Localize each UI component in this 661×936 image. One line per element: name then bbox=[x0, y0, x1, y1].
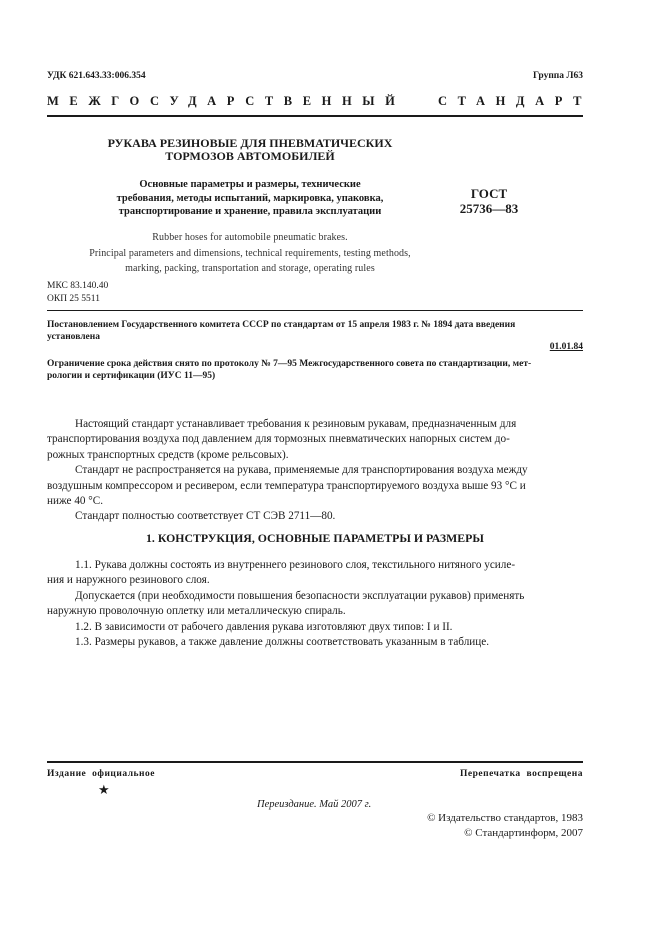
intro-line: воздушным компрессором и ресивером, если температура транспортируемого воздуха выше 93 °С и bbox=[47, 479, 526, 492]
udk-code: УДК 621.643.33:006.354 bbox=[47, 71, 146, 81]
intro-line: транспортирования воздуха под давлением для тормозных пневматических напорных систем до- bbox=[47, 433, 510, 446]
restriction-line-2: рологии и сертификации (ИУС 11—95) bbox=[47, 371, 216, 381]
official-edition: Издание официальное bbox=[47, 769, 156, 779]
mks-code: МКС 83.140.40 bbox=[47, 281, 109, 291]
section-1-text bbox=[47, 558, 583, 650]
clause-line: 1.1. Рукава должны состоять из внутреннего резинового слоя, текстильного нитяного усиле- bbox=[75, 559, 516, 571]
decree-line-2: установлена bbox=[47, 332, 100, 342]
star-icon: ★ bbox=[98, 782, 110, 797]
intro-line: рожных транспортных средств (кроме рельсовых). bbox=[47, 448, 289, 461]
subtitle-line: транспортирование и хранение, правила эксплуатации bbox=[118, 206, 382, 217]
decree-date: 01.01.84 bbox=[549, 342, 583, 352]
intro-line: Стандарт не распространяется на рукава, применяемые для транспортирования воздуха между bbox=[75, 464, 528, 477]
standard-type-right: СТАНДАРТ bbox=[438, 94, 593, 108]
clause-line: Допускается (при необходимости повышения безопасности эксплуатации рукавов) применять bbox=[75, 589, 525, 602]
copyright-1983: © Издательство стандартов, 1983 bbox=[427, 812, 583, 824]
subtitle bbox=[80, 178, 420, 219]
subtitle-line: требования, методы испытаний, маркировка, упаковка, bbox=[116, 192, 384, 204]
decree-line-1: Постановлением Государственного комитета СССР по стандартам от 15 апреля 1983 г. № 1894 дата введения bbox=[47, 320, 516, 330]
title-line-2: ТОРМОЗОВ АВТОМОБИЛЕЙ bbox=[165, 149, 335, 163]
header-rule bbox=[47, 115, 583, 117]
copyright-2007: © Стандартинформ, 2007 bbox=[464, 827, 583, 839]
clause-line: 1.2. В зависимости от рабочего давления рукава изготовляют двух типов: I и II. bbox=[75, 620, 453, 633]
group-code: Группа Л63 bbox=[532, 71, 583, 81]
section-1-heading: 1. КОНСТРУКЦИЯ, ОСНОВНЫЕ ПАРАМЕТРЫ И РАЗМЕРЫ bbox=[146, 531, 484, 545]
title-line-1: РУКАВА РЕЗИНОВЫЕ ДЛЯ ПНЕВМАТИЧЕСКИХ bbox=[107, 136, 393, 150]
english-title-line: Rubber hoses for automobile pneumatic brakes. bbox=[152, 232, 348, 243]
standard-type-left: МЕЖГОСУДАРСТВЕННЫЙ bbox=[47, 94, 406, 108]
gost-number: 25736—83 bbox=[459, 201, 519, 216]
subtitle-line: Основные параметры и размеры, технические bbox=[139, 179, 361, 190]
clause-line: ния и наружного резинового слоя. bbox=[47, 574, 210, 587]
english-title bbox=[60, 230, 440, 277]
clause-line: 1.3. Размеры рукавов, а также давление должны соответствовать указанным в таблице. bbox=[75, 636, 490, 649]
gost-label: ГОСТ bbox=[470, 186, 508, 201]
okp-code: ОКП 25 5511 bbox=[47, 294, 100, 304]
restriction-line-1: Ограничение срока действия снято по протоколу № 7—95 Межгосударственного совета по стандартизации, мет- bbox=[47, 359, 532, 369]
intro-line: Стандарт полностью соответствует СТ СЭВ 2711—80. bbox=[75, 510, 336, 523]
clause-line: наружную проволочную оплетку или металлическую спираль. bbox=[47, 605, 346, 618]
english-title-line: marking, packing, transportation and storage, operating rules bbox=[125, 263, 375, 274]
intro-text bbox=[47, 417, 583, 525]
intro-line: ниже 40 °С. bbox=[47, 495, 104, 508]
codes-rule bbox=[47, 310, 583, 311]
reprint-prohibited: Перепечатка воспрещена bbox=[459, 769, 583, 779]
footer-rule bbox=[47, 761, 583, 763]
intro-line: Настоящий стандарт устанавливает требования к резиновым рукавам, предназначенным для bbox=[75, 418, 517, 430]
reissue-note: Переиздание. Май 2007 г. bbox=[257, 799, 372, 810]
english-title-line: Principal parameters and dimensions, technical requirements, testing methods, bbox=[89, 247, 411, 259]
